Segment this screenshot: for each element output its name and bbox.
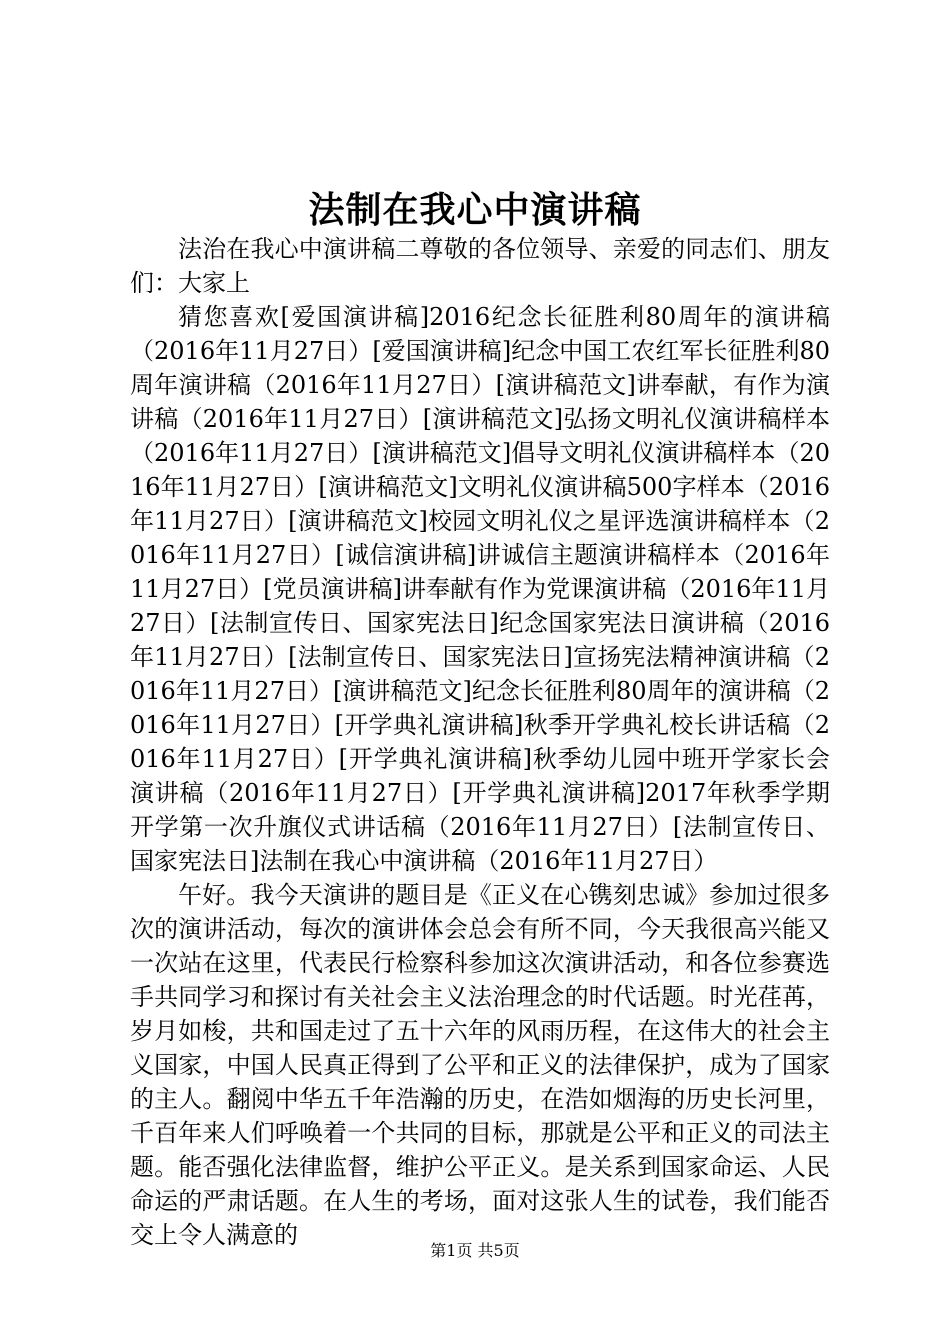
paragraph-recommendations: 猜您喜欢[爱国演讲稿]2016纪念长征胜利80周年的演讲稿（2016年11月27日）[爱国演讲稿]纪念中国工农红军长征胜利80周年演讲稿（2016年11月27日）[演讲稿范文]讲奉献，有作为演讲稿（2016年11月27日）[演讲稿范文]弘扬文明礼仪演讲稿样本（2016年11月27日）[演讲稿范文]倡导文明礼仪演讲稿样本（2016年11月27日）[演讲稿范文]文明礼仪演讲稿500字样本（2016年11月27日）[演讲稿范文]校园文明礼仪之星评选演讲稿样本（2016年11月27日）[诚信演讲稿]讲诚信主题演讲稿样本（2016年11月27日）[党员演讲稿]讲奉献有作为党课演讲稿（2016年11月27日）[法制宣传日、国家宪法日]纪念国家宪法日演讲稿（2016年11月27日）[法制宣传日、国家宪法日]宣扬宪法精神演讲稿（2016年11月27日）[演讲稿范文]纪念长征胜利80周年的演讲稿（2016年11月27日）[开学典礼演讲稿]秋季开学典礼校长讲话稿（2016年11月27日）[开学典礼演讲稿]秋季幼儿园中班开学家长会演讲稿（2016年11月27日）[开学典礼演讲稿]2017年秋季学期开学第一次升旗仪式讲话稿（2016年11月27日）[法制宣传日、国家宪法日]法制在我心中演讲稿（2016年11月27日）	[130, 303, 830, 875]
document-body	[130, 232, 830, 1252]
paragraph-speech: 午好。我今天演讲的题目是《正义在心镌刻忠诚》参加过很多次的演讲活动，每次的演讲体会总会有所不同，今天我很高兴能又一次站在这里，代表民行检察科参加这次演讲活动，和各位参赛选手共同学习和探讨有关社会主义法治理念的时代话题。时光荏苒，岁月如梭，共和国走过了五十六年的风雨历程，在这伟大的社会主义国家，中国人民真正得到了公平和正义的法律保护，成为了国家的主人。翻阅中华五千年浩瀚的历史，在浩如烟海的历史长河里，千百年来人们呼唤着一个共同的目标，那就是公平和正义的司法主题。能否强化法律监督，维护公平正义。是关系到国家命运、人民命运的严肃话题。在人生的考场，面对这张人生的试卷，我们能否交上令人满意的	[130, 881, 830, 1249]
paragraph-greeting: 法治在我心中演讲稿二尊敬的各位领导、亲爱的同志们、朋友们：大家上	[130, 235, 830, 297]
page-footer: 第1页 共5页	[430, 1241, 520, 1260]
document-title: 法制在我心中演讲稿	[308, 189, 642, 231]
